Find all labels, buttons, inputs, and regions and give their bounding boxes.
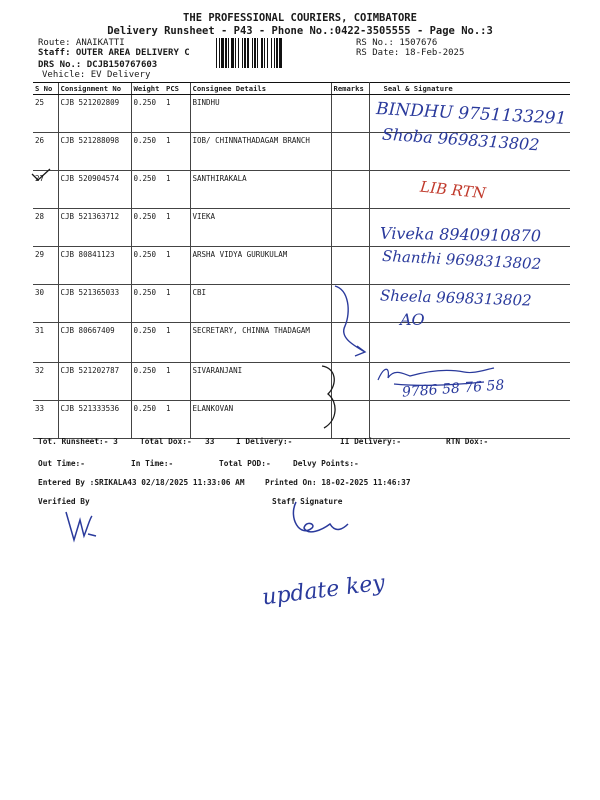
total-dox-value: 33	[205, 437, 215, 446]
col-consignment: Consignment No	[58, 83, 131, 95]
cell-consignee: CBI	[190, 285, 331, 323]
cell-consignee: BINDHU	[190, 95, 331, 133]
total-pod-label: Total POD:-	[219, 459, 271, 468]
table-row	[33, 401, 570, 439]
handwritten-sheela: Sheela 9698313802	[379, 286, 532, 310]
cell-weight: 0.250	[131, 171, 164, 209]
staff-label: Staff: OUTER AREA DELIVERY C	[38, 48, 190, 58]
cell-consignment: CJB 521333536	[58, 401, 131, 439]
cell-weight: 0.250	[131, 363, 164, 401]
cell-consignment: CJB 80841123	[58, 247, 131, 285]
handwritten-bindhu: BINDHU 9751133291	[375, 99, 567, 129]
cell-weight: 0.250	[131, 285, 164, 323]
verified-by-label: Verified By	[38, 497, 90, 506]
cell-consignee: ARSHA VIDYA GURUKULAM	[190, 247, 331, 285]
cell-sno: 25	[33, 95, 58, 133]
cell-pcs: 1	[164, 95, 190, 133]
cell-consignee: SECRETARY, CHINNA THADAGAM	[190, 323, 331, 363]
cell-sno: 26	[33, 133, 58, 171]
col-weight: Weight	[131, 83, 164, 95]
signature-sivaranjani	[374, 362, 504, 390]
in-time-label: In Time:-	[131, 459, 174, 468]
verified-signature	[62, 506, 102, 546]
handwritten-shanthi: Shanthi 9698313802	[381, 246, 542, 274]
cell-weight: 0.250	[131, 95, 164, 133]
drs-number: DRS No.: DCJB150767603	[38, 60, 158, 70]
cell-weight: 0.250	[131, 209, 164, 247]
staff-signature-scribble	[282, 498, 352, 542]
col-consignee: Consignee Details	[190, 83, 331, 95]
cell-pcs: 1	[164, 401, 190, 439]
cell-consignment: CJB 521363712	[58, 209, 131, 247]
staff-signature-label: Staff Signature	[272, 497, 343, 506]
handwritten-update-key: update key	[260, 570, 387, 611]
cell-pcs: 1	[164, 323, 190, 363]
rs-number: RS No.: 1507676	[356, 38, 438, 48]
cell-consignment: CJB 521202809	[58, 95, 131, 133]
cell-pcs: 1	[164, 285, 190, 323]
col-pcs: PCS	[164, 83, 190, 95]
cell-sno: 27	[33, 171, 58, 209]
tick-mark-icon	[30, 166, 52, 184]
handwritten-lib-rtn: LIB RTN	[419, 177, 487, 203]
cell-weight: 0.250	[131, 247, 164, 285]
handwritten-shoba: Shoba 9698313802	[381, 124, 541, 155]
cell-sno: 32	[33, 363, 58, 401]
cell-pcs: 1	[164, 209, 190, 247]
cell-sno: 31	[33, 323, 58, 363]
cell-sno: 29	[33, 247, 58, 285]
cell-consignment: CJB 80667409	[58, 323, 131, 363]
runsheet-subtitle: Delivery Runsheet - P43 - Phone No.:0422-3505555 - Page No.:3	[107, 25, 493, 37]
delvy-points-label: Delvy Points:-	[293, 459, 359, 468]
barcode	[216, 38, 336, 68]
i-delivery-label: I Delivery:-	[236, 437, 293, 446]
handwritten-ao: AO	[400, 310, 425, 329]
out-time-label: Out Time:-	[38, 459, 85, 468]
cell-sno: 33	[33, 401, 58, 439]
cell-sno: 28	[33, 209, 58, 247]
entered-by: Entered By :SRIKALA43 02/18/2025 11:33:06 AM	[38, 478, 245, 487]
bracket-arrow-scribble	[325, 282, 375, 362]
handwritten-phone: 9786 58 76 58	[401, 377, 505, 401]
cell-sno: 30	[33, 285, 58, 323]
rs-date: RS Date: 18-Feb-2025	[356, 48, 465, 58]
total-dox-label: Total Dox:-	[140, 437, 192, 446]
table-row	[33, 323, 570, 363]
cell-pcs: 1	[164, 171, 190, 209]
cell-remarks	[331, 171, 369, 209]
table-header-row	[33, 83, 570, 95]
total-runsheet: Tot. Runsheet:- 3	[38, 437, 118, 446]
table-row	[33, 171, 570, 209]
cell-pcs: 1	[164, 133, 190, 171]
route-label: Route: ANAIKATTI	[38, 38, 125, 48]
cell-pcs: 1	[164, 247, 190, 285]
cell-consignment: CJB 521202787	[58, 363, 131, 401]
cell-consignee: SIVARANJANI	[190, 363, 331, 401]
brace-scribble	[316, 362, 346, 434]
ii-delivery-label: II Delivery:-	[340, 437, 402, 446]
company-title: THE PROFESSIONAL COURIERS, COIMBATORE	[183, 12, 417, 24]
cell-weight: 0.250	[131, 401, 164, 439]
printed-on: Printed On: 18-02-2025 11:46:37	[265, 478, 411, 487]
cell-remarks	[331, 95, 369, 133]
cell-pcs: 1	[164, 363, 190, 401]
cell-weight: 0.250	[131, 323, 164, 363]
cell-weight: 0.250	[131, 133, 164, 171]
cell-consignment: CJB 521365033	[58, 285, 131, 323]
rtn-dox-label: RTN Dox:-	[446, 437, 489, 446]
cell-remarks	[331, 209, 369, 247]
cell-consignment: CJB 521288098	[58, 133, 131, 171]
col-sno: S No	[33, 83, 58, 95]
cell-consignee: VIEKA	[190, 209, 331, 247]
cell-remarks	[331, 247, 369, 285]
vehicle-label: Vehicle: EV Delivery	[42, 70, 151, 80]
col-seal: Seal & Signature	[369, 83, 570, 95]
cell-consignment: CJB 520904574	[58, 171, 131, 209]
cell-consignee: ELANKOVAN	[190, 401, 331, 439]
col-remarks: Remarks	[331, 83, 369, 95]
cell-consignee: IOB/ CHINNATHADAGAM BRANCH	[190, 133, 331, 171]
cell-remarks	[331, 133, 369, 171]
cell-seal	[369, 401, 570, 439]
cell-consignee: SANTHIRAKALA	[190, 171, 331, 209]
handwritten-viveka: Viveka 8940910870	[379, 223, 542, 246]
